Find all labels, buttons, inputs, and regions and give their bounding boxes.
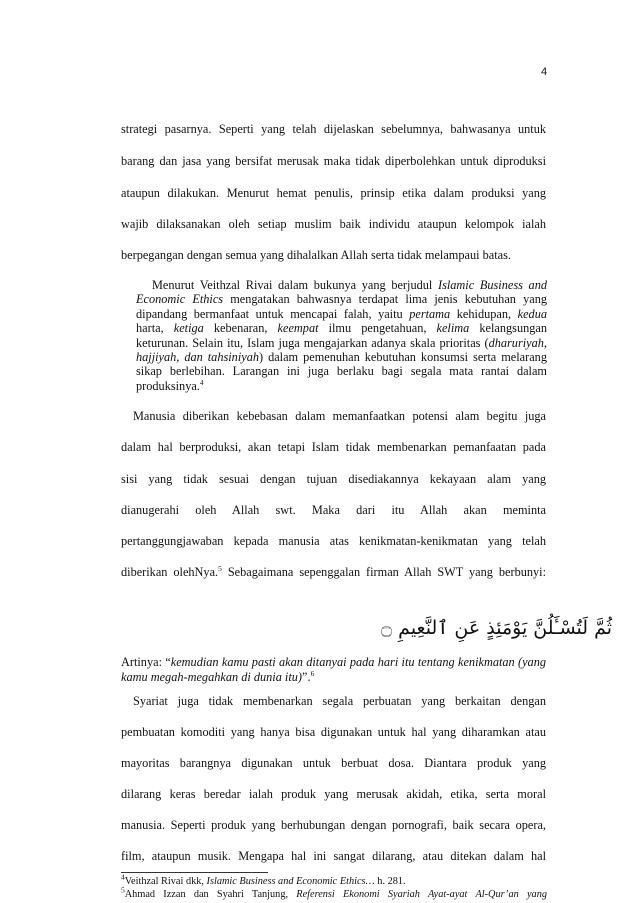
para2-line-5: pertanggungjawaban kepada manusia atas kenikmatan-kenikmatan yang telah [121,534,546,548]
para2-line-4: dianugerahi oleh Allah swt. Maka dari itu Allah akan meminta [121,503,546,517]
para3-line-5: manusia. Seperti produk yang berhubungan dengan pornografi, baik secara opera, [121,818,546,832]
para3-line-6: film, ataupun musik. Mengapa hal ini sangat dilarang, atau ditekan dalam hal [121,849,546,863]
para3-line-2: pembuatan komoditi yang hanya bisa digunakan untuk hal yang diharamkan atau [121,725,546,739]
footnote-ref-5: 5 [218,563,222,573]
book-title: Islamic Business and Economic Ethics [136,278,547,307]
footnote-ref-4: 4 [199,377,204,387]
block-quote: Menurut Veithzal Rivai dalam bukunya yang berjudul Islamic Business and Economic Ethics mengatakan bahwasnya terdapat lima jenis kebutuhan yang dipandang bermanfaat untuk mencapai falah, yaitu pertama kehidupan, kedua harta, ketiga kebenaran, keempat ilmu pengetahuan, kelima kelangsungan keturunan. Selain itu, Islam juga mengajarkan adanya skala prioritas (dharuriyah, hajjiyah, dan tahsiniyah) dalam pemenuhan kebutuhan konsumsi serta melarang sikap berlebihan. Larangan ini juga berlaku bagi segala mata rantai dalam produksinya.$^4$ [136,278,548,393]
para2-line-3: sisi yang tidak sesuai dengan tujuan disediakannya kekayaan alam yang [121,472,546,486]
footnote-4: $^4$Veithzal Rivai dkk, Islamic Business and Economic Ethics… h. 281. [121,872,406,887]
para1-line-1: strategi pasarnya. Seperti yang telah dijelaskan sebelumnya, bahwasanya untuk [121,122,546,136]
para1-line-2: barang dan jasa yang bersifat merusak maka tidak diperbolehkan untuk diproduksi [121,154,546,168]
footnote-5: $^5$Ahmad Izzan dan Syahri Tanjung, Referensi Ekonomi Syariah Ayat-ayat Al-Qur’an yang [121,885,547,900]
footnote-ref-6: 6 [310,668,315,678]
arabic-verse: ثُمَّ لَتُسْـَٔلُنَّ يَوْمَئِذٍ عَنِ ٱلنَّعِيمِ ۝ [381,617,613,639]
para3-line-1: Syariat juga tidak membenarkan segala perbuatan yang berkaitan dengan [133,694,546,708]
footnote-separator [121,872,268,873]
para3-line-4: dilarang keras beredar ialah produk yang merusak akidah, etika, serta moral [121,787,546,801]
para1-line-5: berpegangan dengan semua yang dihalalkan Allah serta tidak melampaui batas. [121,248,511,262]
para1-line-3: ataupun dilakukan. Menurut hemat penulis, prinsip etika dalam produksi yang [121,186,546,200]
para2-line-6: diberikan olehNya.$^5$ Sebagaimana sepenggalan firman Allah SWT yang berbunyi: [121,563,546,579]
verse-translation: Artinya: “kemudian kamu pasti akan ditanyai pada hari itu tentang kenikmatan (yang kamu megah-megahkan di dunia itu)”.$^6$ [121,655,546,684]
para3-line-3: mayoritas barangnya digunakan untuk berbuat dosa. Diantara produk yang [121,756,546,770]
para2-line-2: dalam hal berproduksi, akan tetapi Islam tidak membenarkan pemanfaatan pada [121,440,546,454]
para2-line-1: Manusia diberikan kebebasan dalam memanfaatkan potensi alam begitu juga [133,409,546,423]
page-number: 4 [541,66,548,78]
para1-line-4: wajib dilaksanakan oleh setiap muslim baik individu ataupun kelompok ialah [121,217,546,231]
